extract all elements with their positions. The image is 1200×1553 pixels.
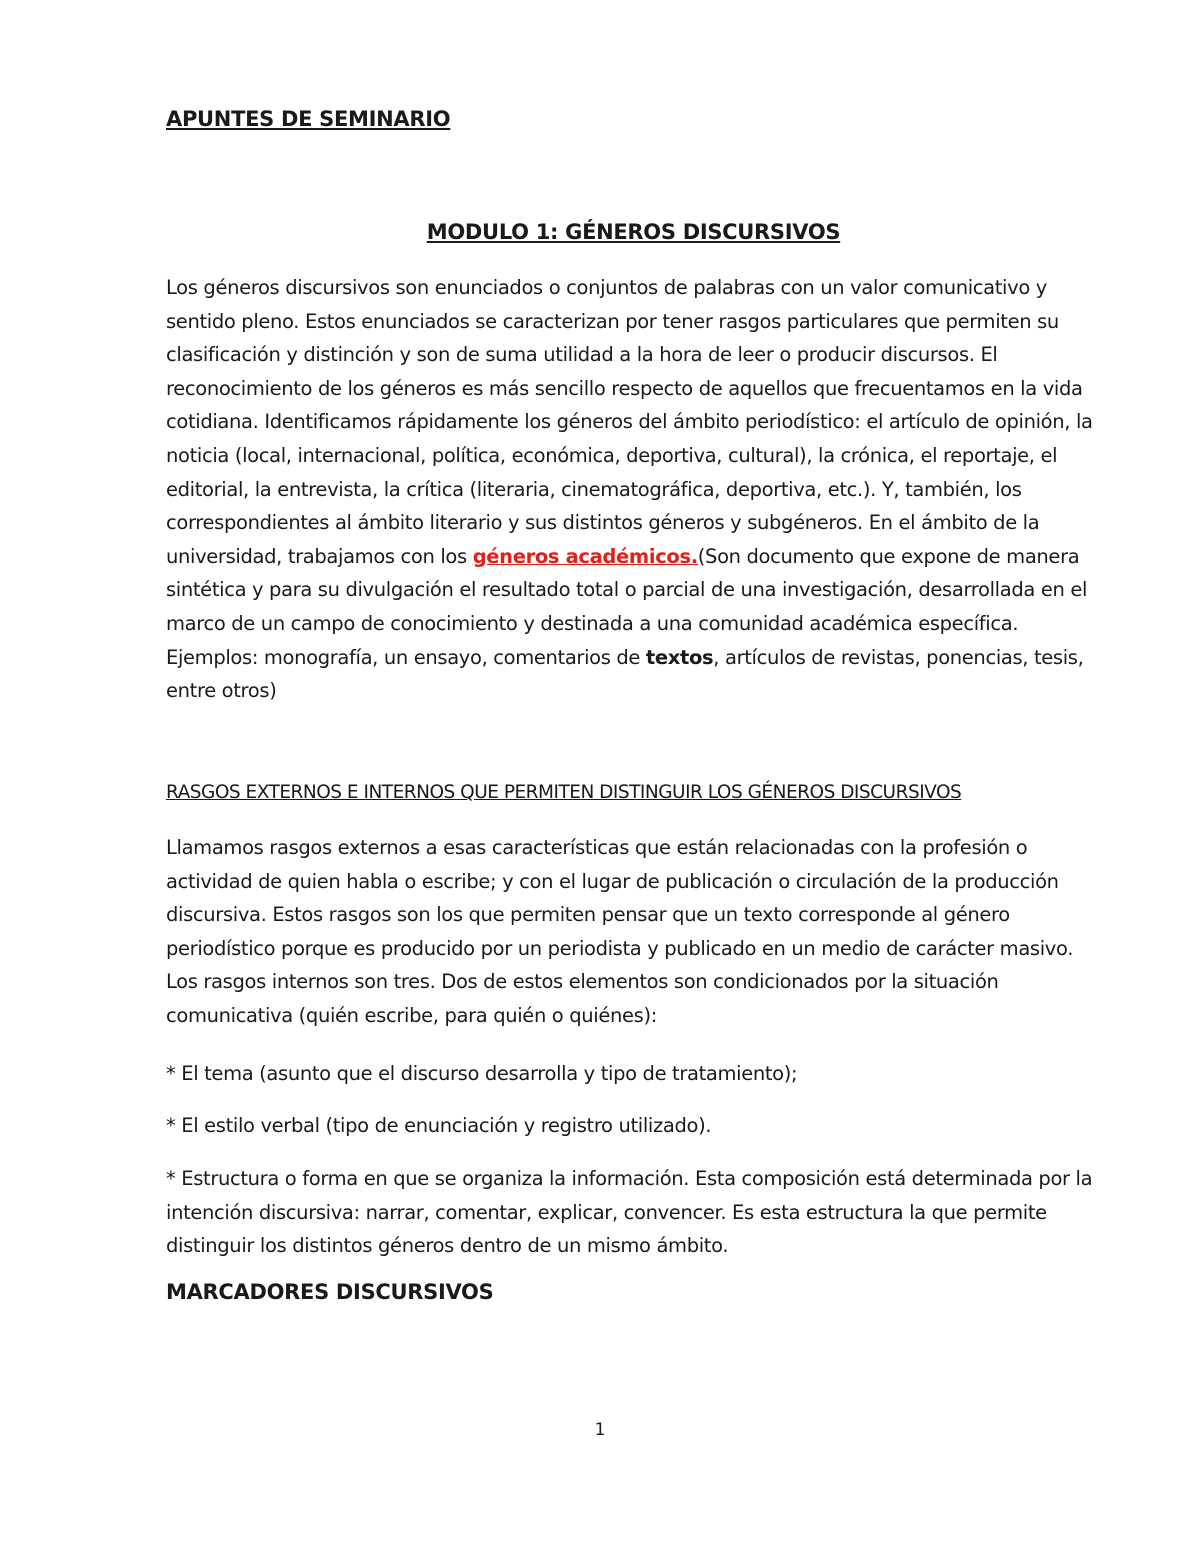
bullet-item-tema: * El tema (asunto que el discurso desarrolla y tipo de tratamiento); <box>166 1062 798 1085</box>
rasgos-paragraph: Llamamos rasgos externos a esas características que están relacionadas con la profesión o actividad de quien habla o escribe; y con el lugar de publicación o circulación de la producción discursiva. Estos rasgos son los que permiten pensar que un texto corresponde al género periodístico porque es producido por un periodista y publicado en un medio de carácter masivo. Los rasgos internos son tres. Dos de estos elementos son condicionados por la situación comunicativa (quién escribe, para quién o quiénes): <box>166 836 1074 1027</box>
bullet-item-estilo: * El estilo verbal (tipo de enunciación y registro utilizado). <box>166 1114 712 1137</box>
intro-paragraph <box>166 271 1101 708</box>
intro-text-start: Los géneros discursivos son enunciados o conjuntos de palabras con un valor comunicativo y sentido pleno. Estos enunciados se caracterizan por tener rasgos particulares que permiten su clasificación y distinción y son de suma utilidad a la hora de leer o producir discursos. El reconocimiento de los géneros es más sencillo respecto de aquellos que frecuentamos en la vida cotidiana. Identificamos rápidamente los géneros del ámbito periodístico: el artículo de opinión, la noticia (local, internacional, política, económica, deportiva, cultural), la crónica, el reportaje, el editorial, la entrevista, la crítica (literaria, cinematográfica, deportiva, etc.). Y, también, los correspondientes al ámbito literario y sus distintos géneros y subgéneros. En el ámbito de la universidad, trabajamos con los <box>166 276 1093 568</box>
textos-bold-word: textos <box>645 645 714 669</box>
academic-genres-highlight: géneros académicos. <box>472 544 698 568</box>
section-title-rasgos: RASGOS EXTERNOS E INTERNOS QUE PERMITEN DISTINGUIR LOS GÉNEROS DISCURSIVOS <box>166 782 962 803</box>
page-number: 1 <box>594 1420 606 1440</box>
module-title: MODULO 1: GÉNEROS DISCURSIVOS <box>426 220 841 244</box>
intro-text-end: , artículos de revistas, ponencias, tesis, entre otros) <box>166 645 1084 703</box>
intro-text-middle: (Son documento que expone de manera sintética y para su divulgación el resultado total o parcial de una investigación, desarrollada en el marco de un campo de conocimiento y destinada a una comunidad académica específica. Ejemplos: monografía, un ensayo, comentarios de <box>166 544 1088 669</box>
document-title: APUNTES DE SEMINARIO <box>166 107 451 131</box>
bullet-item-estructura: * Estructura o forma en que se organiza la información. Esta composición está determinada por la intención discursiva: narrar, comentar, explicar, convencer. Es esta estructura la que permite distinguir los distintos géneros dentro de un mismo ámbito. <box>166 1167 1093 1258</box>
markers-heading: MARCADORES DISCURSIVOS <box>166 1280 494 1304</box>
